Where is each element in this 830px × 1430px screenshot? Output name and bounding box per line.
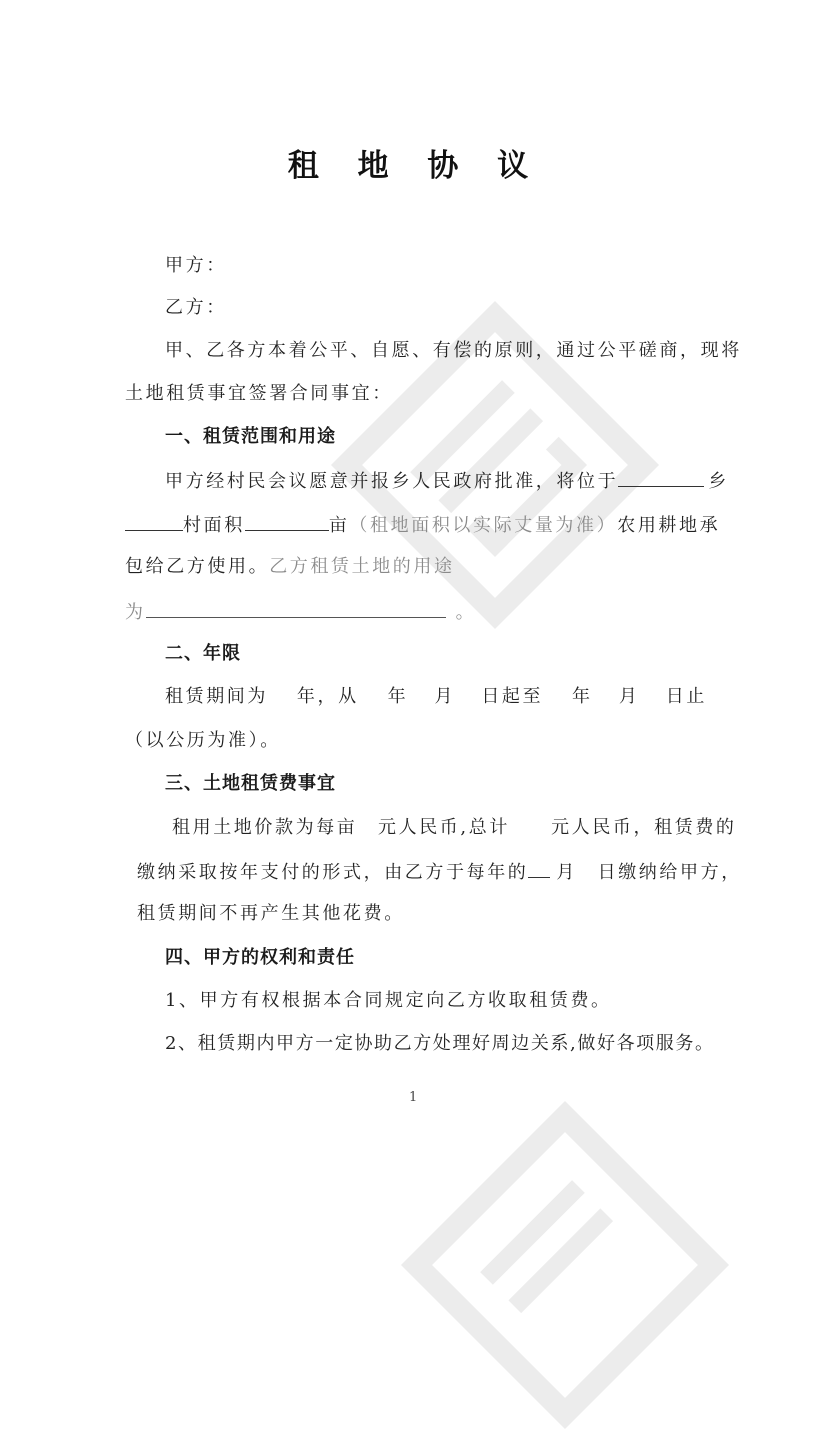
section-4-item-2: 2、租赁期内甲方一定协助乙方处理好周边关系,做好各项服务。 — [165, 1033, 715, 1054]
payment-text: 缴纳采取按年支付的形式，由乙方于每年的 — [137, 862, 529, 883]
village-area-label: 村面积 — [183, 515, 245, 536]
section-1-line-4 — [125, 599, 707, 625]
page-number: 1 — [409, 1090, 418, 1105]
payment-date-text: 月 日缴纳给甲方， — [556, 862, 742, 883]
end-day: 日止 — [665, 686, 707, 707]
section-2-line-1 — [165, 685, 707, 709]
area-blank[interactable] — [245, 512, 329, 531]
section-1-line-1 — [165, 468, 729, 494]
section-3-line-1: 租用土地价款为每亩 元人民币,总计 元人民币，租赁费的 — [172, 817, 737, 838]
document-title: 租 地 协 议 — [287, 148, 543, 184]
section-2-heading: 二、年限 — [165, 643, 241, 664]
section-3-heading: 三、土地租赁费事宜 — [165, 773, 336, 794]
party-a-label: 甲方： — [165, 255, 227, 276]
intro-line-2: 土地租赁事宜签署合同事宜： — [125, 383, 393, 404]
term-label: 租赁期间为 — [165, 686, 268, 707]
start-year: 年 — [387, 686, 406, 707]
section-1-text: 甲方经村民会议愿意并报乡人民政府批准，将位于 — [165, 471, 619, 492]
watermark-logo-icon — [400, 1100, 730, 1430]
end-month: 月 — [618, 686, 637, 707]
land-use-blank[interactable] — [146, 599, 446, 618]
party-b-label: 乙方： — [165, 297, 227, 318]
township-blank[interactable] — [618, 468, 704, 487]
start-day: 日起至 — [481, 686, 544, 707]
land-use-prefix: 为 — [125, 602, 146, 623]
section-1-heading: 一、租赁范围和用途 — [165, 426, 336, 447]
section-4-item-1: 1、甲方有权根据本合同规定向乙方收取租赁费。 — [165, 990, 612, 1011]
land-use-period: 。 — [455, 602, 477, 623]
area-note: （租地面积以实际丈量为准） — [349, 515, 618, 536]
village-blank[interactable] — [125, 512, 183, 531]
section-1-line-3 — [125, 555, 707, 579]
intro-line-1: 甲、乙各方本着公平、自愿、有偿的原则，通过公平磋商，现将 — [165, 340, 742, 361]
contract-use-text: 包给乙方使用。 — [125, 556, 270, 577]
farmland-text: 农用耕地承 — [617, 515, 721, 536]
payment-month-blank[interactable] — [528, 859, 550, 878]
mu-unit: 亩 — [328, 515, 350, 536]
start-month: 月 — [434, 686, 453, 707]
section-3-line-2 — [137, 859, 742, 885]
land-use-text: 乙方租赁土地的用途 — [269, 556, 455, 577]
township-suffix: 乡 — [708, 471, 729, 492]
end-year: 年 — [572, 686, 590, 707]
term-years: 年，从 — [296, 686, 359, 707]
section-3-line-3: 租赁期间不再产生其他花费。 — [137, 903, 405, 924]
section-1-line-2 — [125, 512, 721, 538]
section-2-line-2: （以公历为准）。 — [125, 730, 281, 751]
section-4-heading: 四、甲方的权利和责任 — [165, 947, 355, 968]
